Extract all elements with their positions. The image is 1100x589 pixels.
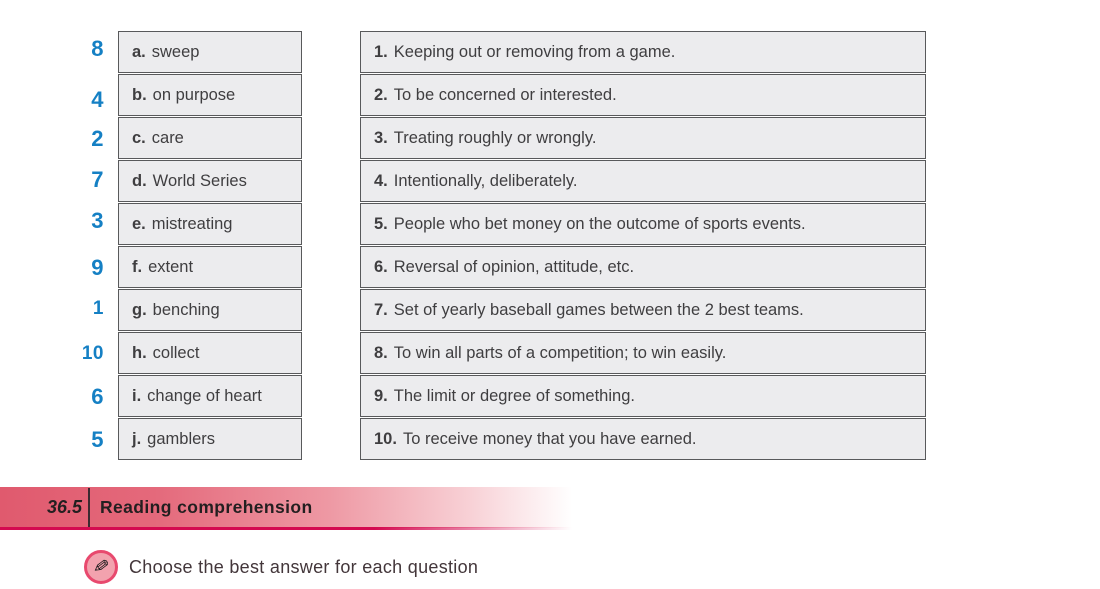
answer-cell bbox=[48, 246, 112, 289]
term-letter: a. bbox=[132, 42, 146, 61]
answer-cell bbox=[48, 74, 112, 117]
term-row bbox=[118, 117, 302, 159]
definition-number: 9. bbox=[374, 386, 388, 405]
definition-row bbox=[360, 31, 926, 73]
pencil-glyph: ✎ bbox=[91, 555, 111, 579]
term-letter: f. bbox=[132, 257, 143, 276]
answer-value: 4 bbox=[91, 86, 104, 112]
section-divider bbox=[88, 488, 90, 527]
definition-row bbox=[360, 289, 926, 331]
definition-number: 5. bbox=[374, 214, 388, 233]
answer-cell bbox=[48, 289, 112, 332]
definition-text: Keeping out or removing from a game. bbox=[393, 42, 676, 61]
answer-cell bbox=[48, 418, 112, 461]
term-letter: i. bbox=[132, 386, 142, 405]
definition-text: People who bet money on the outcome of sports events. bbox=[393, 214, 806, 233]
definition-row bbox=[360, 160, 926, 202]
answer-cell bbox=[48, 160, 112, 203]
term-text: extent bbox=[148, 257, 194, 276]
answer-cell bbox=[48, 375, 112, 418]
term-letter: b. bbox=[132, 85, 147, 104]
section-title: Reading comprehension bbox=[100, 497, 313, 517]
term-row bbox=[118, 332, 302, 374]
answer-value: 5 bbox=[91, 426, 104, 452]
term-row bbox=[118, 74, 302, 116]
term-text: mistreating bbox=[151, 214, 233, 233]
definition-row bbox=[360, 246, 926, 288]
definition-row bbox=[360, 375, 926, 417]
answer-value: 9 bbox=[91, 254, 104, 280]
definition-number: 4. bbox=[374, 171, 388, 190]
definition-text: The limit or degree of something. bbox=[393, 386, 635, 405]
term-row bbox=[118, 160, 302, 202]
definition-text: Intentionally, deliberately. bbox=[393, 171, 578, 190]
term-letter: h. bbox=[132, 343, 147, 362]
answer-value: 8 bbox=[91, 35, 104, 61]
term-text: on purpose bbox=[152, 85, 236, 104]
answer-cell bbox=[48, 31, 112, 74]
definition-number: 6. bbox=[374, 257, 388, 276]
section-number: 36.5 bbox=[46, 497, 82, 517]
term-letter: g. bbox=[132, 300, 147, 319]
definition-text: To win all parts of a competition; to win easily. bbox=[393, 343, 727, 362]
instruction-text: Choose the best answer for each question bbox=[129, 556, 479, 577]
definition-row bbox=[360, 74, 926, 116]
term-letter: c. bbox=[132, 128, 146, 147]
definition-number: 3. bbox=[374, 128, 388, 147]
answer-cell bbox=[48, 203, 112, 246]
term-row bbox=[118, 203, 302, 245]
pencil-icon bbox=[84, 550, 118, 584]
definitions-table bbox=[360, 31, 926, 461]
answer-cell bbox=[48, 117, 112, 160]
term-row bbox=[118, 246, 302, 288]
answer-value: 7 bbox=[91, 166, 104, 192]
term-text: gamblers bbox=[147, 429, 216, 448]
term-text: collect bbox=[152, 343, 200, 362]
definition-text: Set of yearly baseball games between the 2 best teams. bbox=[393, 300, 804, 319]
answer-value: 2 bbox=[91, 125, 104, 151]
term-row bbox=[118, 375, 302, 417]
definition-text: Treating roughly or wrongly. bbox=[393, 128, 597, 147]
answer-cell bbox=[48, 332, 112, 375]
term-text: benching bbox=[152, 300, 220, 319]
definition-row bbox=[360, 117, 926, 159]
term-letter: e. bbox=[132, 214, 146, 233]
answer-value: 10 bbox=[81, 342, 104, 364]
definition-row bbox=[360, 332, 926, 374]
term-row bbox=[118, 31, 302, 73]
term-row bbox=[118, 418, 302, 460]
answer-value: 1 bbox=[92, 297, 104, 319]
definition-number: 10. bbox=[374, 429, 397, 448]
definition-number: 2. bbox=[374, 85, 388, 104]
definition-text: Reversal of opinion, attitude, etc. bbox=[393, 257, 635, 276]
definition-number: 8. bbox=[374, 343, 388, 362]
term-row bbox=[118, 289, 302, 331]
term-text: care bbox=[151, 128, 184, 147]
term-letter: j. bbox=[132, 429, 142, 448]
definition-text: To receive money that you have earned. bbox=[402, 429, 697, 448]
answer-column bbox=[48, 31, 112, 461]
definition-row bbox=[360, 418, 926, 460]
definition-number: 7. bbox=[374, 300, 388, 319]
terms-table bbox=[118, 31, 302, 461]
instruction-line bbox=[84, 550, 478, 584]
answer-value: 6 bbox=[91, 383, 104, 409]
answer-value: 3 bbox=[91, 207, 104, 233]
definition-row bbox=[360, 203, 926, 245]
term-text: change of heart bbox=[147, 386, 262, 405]
term-letter: d. bbox=[132, 171, 147, 190]
term-text: sweep bbox=[151, 42, 200, 61]
term-text: World Series bbox=[152, 171, 247, 190]
definition-number: 1. bbox=[374, 42, 388, 61]
definition-text: To be concerned or interested. bbox=[393, 85, 617, 104]
